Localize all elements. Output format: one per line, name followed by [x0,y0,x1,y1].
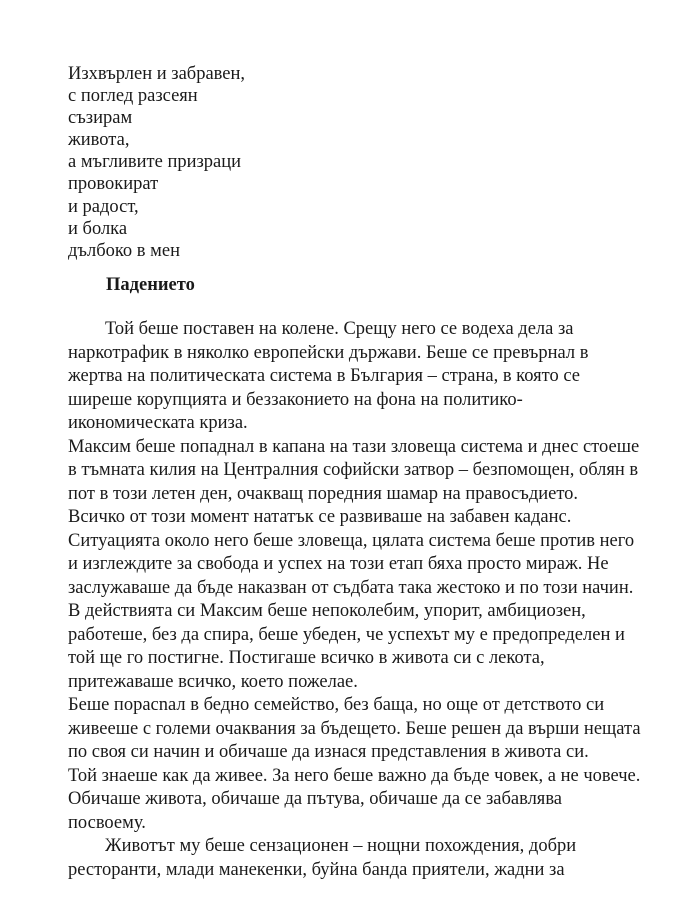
poem-line: провокират [68,174,159,195]
text-line: Всичко от този момент нататък се развиваше на забавен каданс. [68,507,572,527]
poem-line: а мъгливите призраци [68,152,242,173]
text-line: Той знаеше как да живее. За него беше важно да бъде човек, а не човече. [68,765,641,786]
text-line: икономическата криза. [68,413,248,433]
poem-line: дълбоко в мен [68,240,180,261]
text-line: Обичаше живота, обичаше да пътува, обичаше да се забавлява [68,789,563,809]
text-line: посвоему. [68,812,146,833]
text-line: и изглеждите за свобода и успех на този етап бяха просто мираж. Не [68,554,609,574]
body-text [68,318,648,882]
poem-line: с поглед разсеян [68,86,198,107]
text-line: ресторанти, млади манекенки, буйна банда приятели, жадни за [68,859,565,880]
poem-epigraph [68,63,245,262]
text-line: наркотрафик в няколко европейски държави. Беше се превърнал в [68,342,589,363]
poem-line: Изхвърлен и забравен, [68,64,246,84]
poem-line: и радост, [68,196,139,217]
poem-line: съзирам [68,108,133,129]
text-line: работеше, без да спира, беше убеден, че успехът му е предопределен и [68,624,625,645]
text-line: пот в този летен ден, очакващ поредния шамар на правосъдието. [68,483,579,504]
text-line: Беше порасnал в бедно семейство, без баща, но още от детството си [68,695,605,715]
text-line: заслужаваше да бъде наказван от съдбата така жестоко и по този начин. [68,577,634,598]
text-line: Ситуацията около него беше зловеща, цялата система беше против него [68,530,635,551]
text-line: В действията си Максим беше непоколебим, упорит, амбициозен, [68,601,586,621]
poem-line: живота, [68,130,130,151]
text-line: Животът му беше сензационен – нощни похождения, добри [105,836,577,856]
text-line: ширеше корупцията и беззаконието на фона на политико- [68,389,523,410]
text-line: Той беше поставен на колене. Срещу него се водеха дела за [105,319,574,339]
text-line: той ще го постигне. Постигаше всичко в живота си с лекота, [68,648,545,668]
text-line: притежаваше всичко, което пожелае. [68,671,358,692]
text-line: жертва на политическата система в България – страна, в която се [68,366,581,386]
text-line: Максим беше попаднал в капана на тази зловеща система и днес стоеше [68,436,640,457]
text-line: в тъмната килия на Централния софийски затвор – безпомощен, облян в [68,460,639,480]
poem-line: и болка [68,218,128,239]
chapter-title: Падението [106,275,195,295]
text-line: живееше с големи очаквания за бъдещето. Беше решен да върши нещата [68,718,641,739]
text-line: по своя си начин и обичаше да изнася представления в живота си. [68,742,589,762]
